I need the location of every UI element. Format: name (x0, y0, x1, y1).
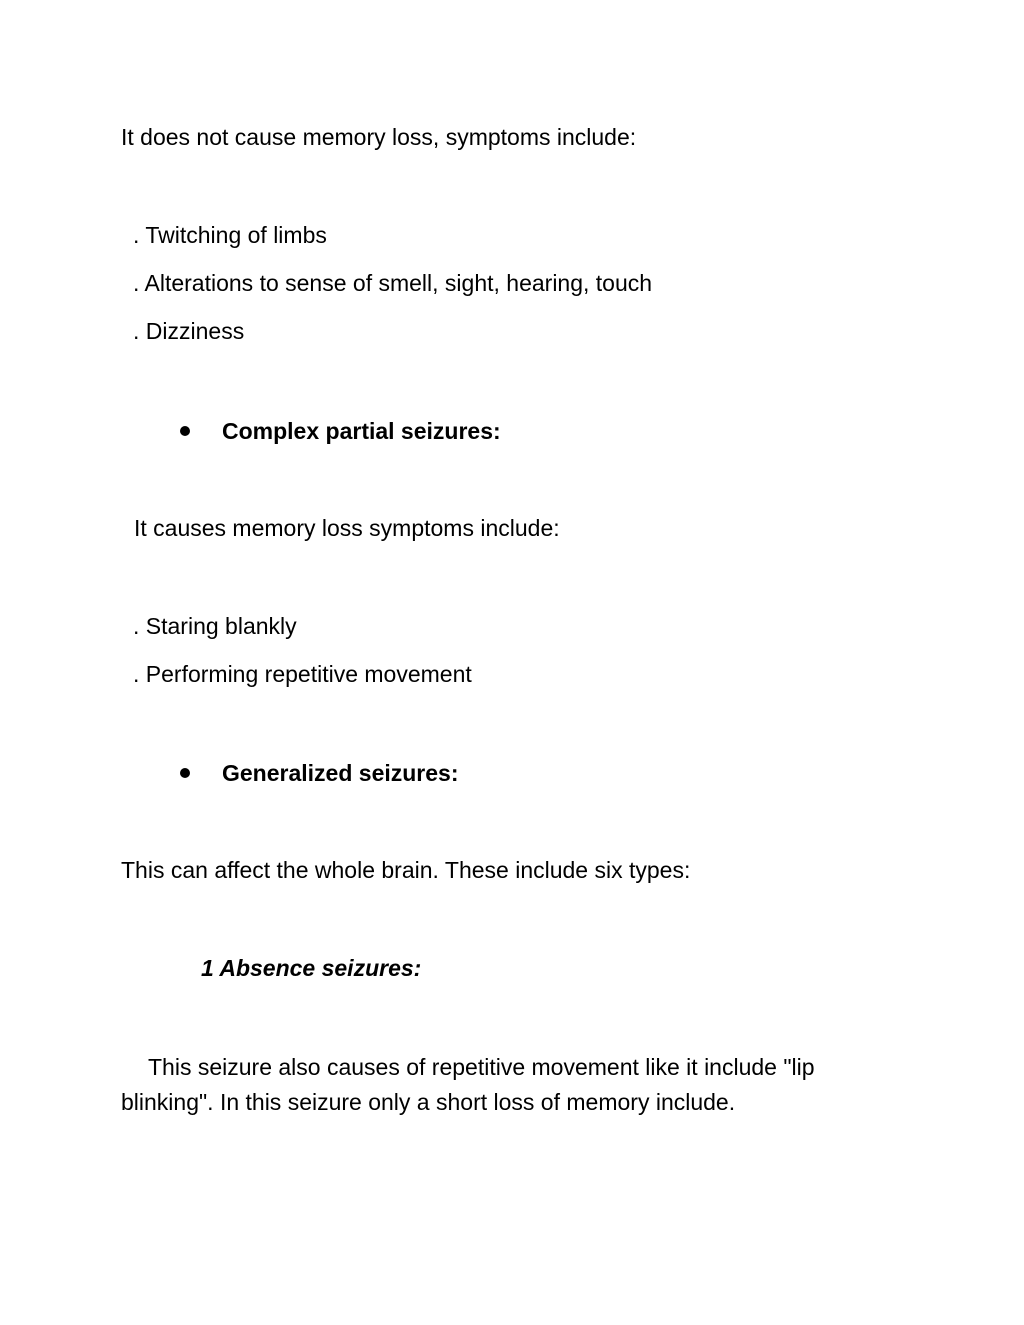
bullet-icon (180, 426, 190, 436)
generalized-seizure-heading: Generalized seizures: (222, 760, 459, 786)
symptom-item: . Staring blankly (133, 613, 297, 639)
symptom-item: . Twitching of limbs (133, 222, 327, 248)
absence-seizure-paragraph: This seizure also causes of repetitive movement like it include "lip blinking". In this seizure only a short loss of memory include. (121, 1054, 815, 1115)
generalized-seizure-intro: This can affect the whole brain. These include six types: (121, 857, 691, 883)
simple-seizure-intro: It does not cause memory loss, symptoms include: (121, 124, 637, 150)
symptom-item: . Alterations to sense of smell, sight, hearing, touch (133, 270, 653, 296)
symptom-item: . Performing repetitive movement (133, 661, 472, 687)
complex-seizure-intro: It causes memory loss symptoms include: (134, 515, 560, 541)
absence-seizure-heading: 1 Absence seizures: (201, 955, 422, 981)
symptom-item: . Dizziness (133, 318, 245, 344)
bullet-icon (180, 768, 190, 778)
complex-seizure-heading: Complex partial seizures: (222, 418, 501, 444)
